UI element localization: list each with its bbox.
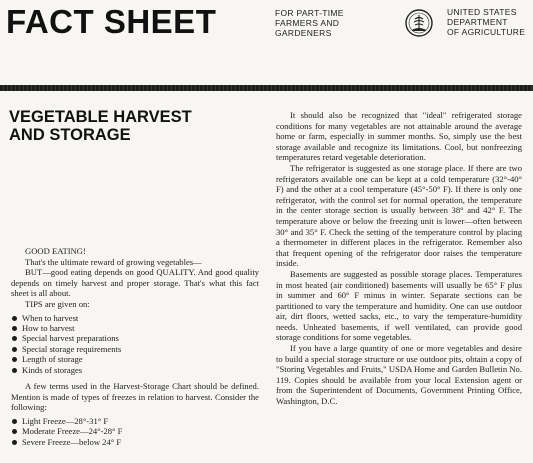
audience-label [275, 8, 344, 38]
agency-line: DEPARTMENT [447, 17, 508, 27]
paragraph: It should also be recognized that "ideal" refrigerated storage conditions for many vegetables are not attainable around the average home or farm, especially in summer months. So, simply use the best storage available and recognize its limitations. Cool, but nonfreezing temperatures retard vegetable deterioration. [276, 110, 522, 163]
audience-line: FOR PART-TIME [275, 8, 344, 18]
paragraph: Basements are suggested as possible storage places. Temperatures in most heated (air conditioned) basements will usually be 65° F plus in summer and 60° F minus in winter. Separate sections can be partitioned to vary the temperature and humidity. One can use outdoor air, dirt floors, wetted sacks, etc., to vary the temperature-humidity needs. Unheated basements, if well ventilated, can provide good storage conditions for some vegetables. [276, 268, 522, 343]
freeze-list-item: Severe Freeze—below 24° F [11, 437, 259, 447]
freeze-list-item: Moderate Freeze—24°-28° F [11, 426, 259, 436]
tips-list-item: When to harvest [11, 313, 259, 323]
tips-list [11, 313, 259, 375]
freeze-list [11, 416, 259, 447]
agency-line: UNITED STATES [447, 7, 517, 17]
agency-line: OF AGRICULTURE [447, 27, 526, 37]
agency-label [447, 7, 525, 37]
tips-list-item: Kinds of storages [11, 365, 259, 375]
tips-list-item: Special harvest preparations [11, 333, 259, 343]
article-title-line: AND STORAGE [9, 126, 131, 144]
audience-line: FARMERS AND [275, 18, 340, 28]
right-column [276, 110, 522, 407]
header-divider [0, 85, 533, 91]
paragraph: That's the ultimate reward of growing vegetables— [25, 256, 202, 267]
paragraph: If you have a large quantity of one or more vegetables and desire to build a special storage structure or use outdoor pits, obtain a copy of "Storing Vegetables and Fruits," USDA Home and Garden Bulletin No. 119. Copies should be available from your local Extension agent or from the Superintendent of Documents, Government Printing Office, Washington, D.C. [276, 343, 522, 407]
paragraph: BUT—good eating depends on good QUALITY. And good quality depends on timely harvest and proper storage. That's what this fact sheet is all about. [11, 267, 259, 299]
audience-line: GARDENERS [275, 28, 332, 38]
usda-seal-icon [405, 9, 433, 37]
section-heading: GOOD EATING! [25, 246, 86, 256]
paragraph: A few terms used in the Harvest-Storage Chart should be defined. Mention is made of types of freezes in relation to harvest. Consider the following: [11, 381, 259, 413]
tips-list-item: How to harvest [11, 323, 259, 333]
freeze-list-item: Light Freeze—28°-31° F [11, 416, 259, 426]
left-column [11, 246, 259, 447]
tips-intro: TIPS are given on: [25, 298, 90, 309]
tips-list-item: Length of storage [11, 354, 259, 364]
article-title-line: VEGETABLE HARVEST [9, 108, 192, 126]
fact-sheet-title: FACT SHEET [6, 3, 217, 40]
article-title [9, 108, 192, 144]
paragraph: The refrigerator is suggested as one storage place. If there are two refrigerators available one can be kept at a cold temperature (32°-40° F) and the other at a cool temperature (45°-50° F). If there is only one refrigerator, with the control set for normal operation, the temperature in the center storage section is usually between 38° and 42° F. The temperature above or below the freezing unit is lower—often between 30° and 35° F. Check the setting of the temperature control by placing a thermometer in different places in the refrigerator. Remember also that frequent opening of the refrigerator door raises the temperature inside. [276, 162, 522, 269]
tips-list-item: Special storage requirements [11, 344, 259, 354]
